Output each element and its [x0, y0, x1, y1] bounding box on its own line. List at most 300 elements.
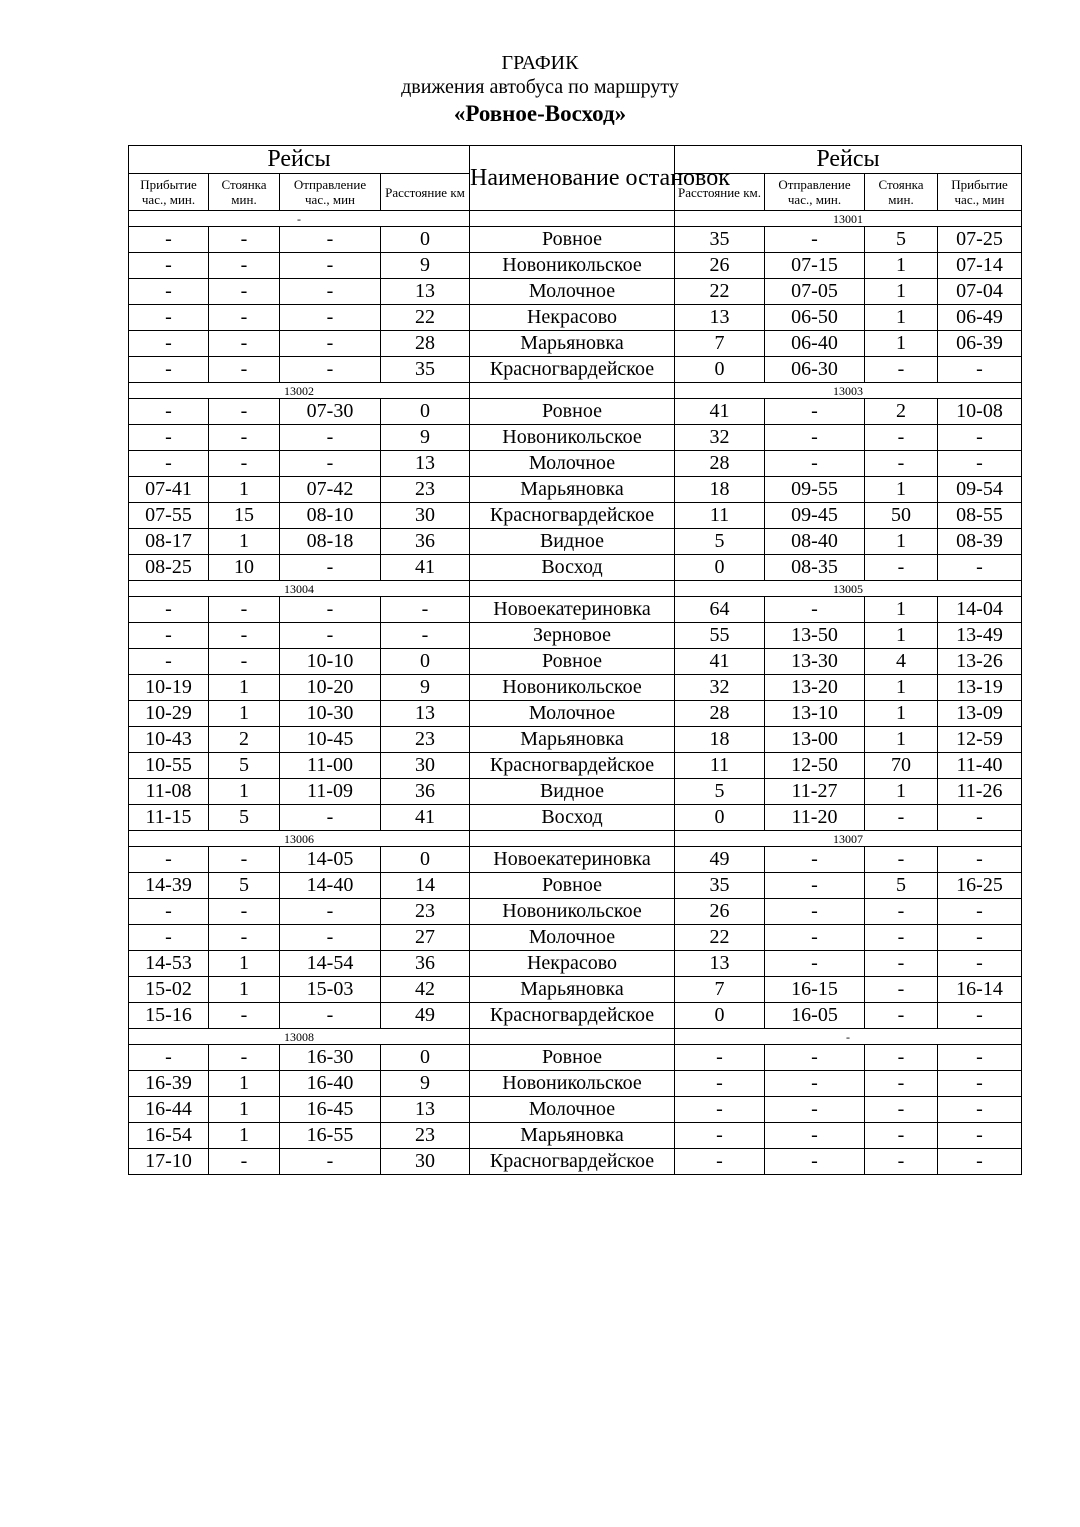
departure-left-cell: 10-10 — [280, 649, 381, 675]
distance-right-cell: - — [675, 1123, 765, 1149]
arrival-right-cell: - — [938, 1149, 1022, 1175]
stop-duration-left-cell: 1 — [209, 1097, 280, 1123]
left-trip-number: - — [129, 211, 470, 227]
stop-duration-right-cell: 1 — [865, 779, 938, 805]
stop-name-cell: Новоекатериновка — [470, 847, 675, 873]
stop-name-cell: Красногвардейское — [470, 1003, 675, 1029]
departure-right-cell: 11-27 — [765, 779, 865, 805]
distance-left-cell: 49 — [381, 1003, 470, 1029]
departure-right-cell: - — [765, 1071, 865, 1097]
arrival-right-cell: - — [938, 847, 1022, 873]
departure-left-cell: - — [280, 253, 381, 279]
departure-left-cell: 16-45 — [280, 1097, 381, 1123]
arrival-right-cell: - — [938, 1097, 1022, 1123]
distance-right-cell: 35 — [675, 227, 765, 253]
distance-left-cell: 22 — [381, 305, 470, 331]
distance-left-cell: 9 — [381, 425, 470, 451]
departure-right-cell: 09-45 — [765, 503, 865, 529]
table-row — [129, 873, 1022, 899]
departure-right-cell: - — [765, 227, 865, 253]
stop-name-cell: Красногвардейское — [470, 753, 675, 779]
departure-left-cell: 15-03 — [280, 977, 381, 1003]
distance-right-cell: 5 — [675, 529, 765, 555]
arrival-right-cell: 13-49 — [938, 623, 1022, 649]
departure-right-cell: 16-15 — [765, 977, 865, 1003]
stop-duration-left-cell: 1 — [209, 951, 280, 977]
distance-left-cell: 23 — [381, 1123, 470, 1149]
trip-number-spacer — [470, 383, 675, 399]
distance-right-cell: 18 — [675, 477, 765, 503]
stop-name-cell: Молочное — [470, 701, 675, 727]
departure-right-cell: - — [765, 951, 865, 977]
table-row — [129, 597, 1022, 623]
stop-duration-left-cell: - — [209, 1045, 280, 1071]
distance-left-cell: 36 — [381, 529, 470, 555]
distance-right-cell: 26 — [675, 899, 765, 925]
stop-duration-left-cell: 5 — [209, 753, 280, 779]
departure-right-cell: - — [765, 1097, 865, 1123]
table-row — [129, 279, 1022, 305]
stop-duration-right-cell: 1 — [865, 331, 938, 357]
departure-right-cell: - — [765, 399, 865, 425]
departure-right-cell: - — [765, 451, 865, 477]
departure-left-cell: 16-55 — [280, 1123, 381, 1149]
stop-duration-left-cell: - — [209, 425, 280, 451]
table-row — [129, 227, 1022, 253]
distance-right-cell: 5 — [675, 779, 765, 805]
arrival-left-cell: 15-16 — [129, 1003, 209, 1029]
arrival-left-cell: - — [129, 227, 209, 253]
stop-name-cell: Видное — [470, 529, 675, 555]
table-row — [129, 977, 1022, 1003]
departure-left-cell: - — [280, 425, 381, 451]
arrival-right-cell: - — [938, 1071, 1022, 1097]
stop-name-cell: Красногвардейское — [470, 1149, 675, 1175]
table-row — [129, 779, 1022, 805]
distance-right-cell: 11 — [675, 503, 765, 529]
table-row — [129, 477, 1022, 503]
arrival-right-cell: 12-59 — [938, 727, 1022, 753]
stop-duration-left-cell: 1 — [209, 977, 280, 1003]
departure-left-cell: - — [280, 331, 381, 357]
distance-left-cell: 42 — [381, 977, 470, 1003]
table-row — [129, 1045, 1022, 1071]
arrival-right-cell: - — [938, 555, 1022, 581]
distance-right-cell: 0 — [675, 805, 765, 831]
arrival-left-cell: - — [129, 451, 209, 477]
distance-right-cell: - — [675, 1071, 765, 1097]
arrival-right-cell: 14-04 — [938, 597, 1022, 623]
distance-right-cell: 55 — [675, 623, 765, 649]
distance-left-cell: 36 — [381, 951, 470, 977]
stop-duration-right-cell: - — [865, 847, 938, 873]
table-row — [129, 847, 1022, 873]
stop-duration-right-cell: - — [865, 1045, 938, 1071]
stop-duration-left-cell: - — [209, 253, 280, 279]
departure-right-cell: - — [765, 899, 865, 925]
stop-duration-left-cell: 1 — [209, 1071, 280, 1097]
departure-right-cell: - — [765, 847, 865, 873]
distance-left-cell: 30 — [381, 1149, 470, 1175]
table-row — [129, 305, 1022, 331]
arrival-right-cell: 10-08 — [938, 399, 1022, 425]
stop-name-cell: Новоникольское — [470, 425, 675, 451]
left-departure-header: Отправление час., мин — [280, 174, 381, 211]
stop-duration-left-cell: 1 — [209, 529, 280, 555]
stop-duration-right-cell: - — [865, 357, 938, 383]
departure-left-cell: - — [280, 925, 381, 951]
table-row — [129, 1097, 1022, 1123]
stop-duration-right-cell: 1 — [865, 477, 938, 503]
stop-name-cell: Некрасово — [470, 951, 675, 977]
departure-right-cell: 06-40 — [765, 331, 865, 357]
distance-right-cell: 18 — [675, 727, 765, 753]
stop-name-cell: Молочное — [470, 1097, 675, 1123]
arrival-left-cell: - — [129, 331, 209, 357]
stop-name-cell: Новоникольское — [470, 899, 675, 925]
stop-name-cell: Новоекатериновка — [470, 597, 675, 623]
distance-right-cell: 49 — [675, 847, 765, 873]
distance-right-cell: 32 — [675, 675, 765, 701]
stop-name-cell: Марьяновка — [470, 1123, 675, 1149]
arrival-right-cell: 16-14 — [938, 977, 1022, 1003]
table-row — [129, 503, 1022, 529]
distance-right-cell: 7 — [675, 331, 765, 357]
stop-duration-left-cell: - — [209, 847, 280, 873]
departure-right-cell: 07-15 — [765, 253, 865, 279]
table-row — [129, 1123, 1022, 1149]
distance-left-cell: 9 — [381, 253, 470, 279]
arrival-left-cell: 11-15 — [129, 805, 209, 831]
departure-right-cell: 08-40 — [765, 529, 865, 555]
stop-duration-left-cell: - — [209, 1149, 280, 1175]
distance-right-cell: 22 — [675, 279, 765, 305]
arrival-right-cell: 13-09 — [938, 701, 1022, 727]
stop-duration-left-cell: 1 — [209, 1123, 280, 1149]
distance-left-cell: 13 — [381, 701, 470, 727]
arrival-right-cell: - — [938, 925, 1022, 951]
left-distance-header: Расстояние км — [381, 174, 470, 211]
stop-duration-right-cell: 1 — [865, 253, 938, 279]
distance-right-cell: 28 — [675, 451, 765, 477]
stop-name-cell: Ровное — [470, 649, 675, 675]
departure-left-cell: 07-42 — [280, 477, 381, 503]
departure-right-cell: 06-30 — [765, 357, 865, 383]
stop-duration-right-cell: - — [865, 925, 938, 951]
trip-number-spacer — [470, 581, 675, 597]
distance-right-cell: - — [675, 1149, 765, 1175]
departure-left-cell: - — [280, 805, 381, 831]
distance-right-cell: 41 — [675, 399, 765, 425]
stop-duration-right-cell: - — [865, 805, 938, 831]
departure-left-cell: - — [280, 1149, 381, 1175]
distance-left-cell: 23 — [381, 477, 470, 503]
stop-duration-right-cell: 1 — [865, 305, 938, 331]
stop-duration-right-cell: - — [865, 1071, 938, 1097]
departure-left-cell: - — [280, 899, 381, 925]
arrival-left-cell: - — [129, 399, 209, 425]
arrival-left-cell: 17-10 — [129, 1149, 209, 1175]
arrival-right-cell: 07-25 — [938, 227, 1022, 253]
stop-duration-left-cell: - — [209, 357, 280, 383]
departure-left-cell: 08-10 — [280, 503, 381, 529]
stop-name-cell: Молочное — [470, 279, 675, 305]
distance-right-cell: 0 — [675, 1003, 765, 1029]
arrival-left-cell: 16-54 — [129, 1123, 209, 1149]
arrival-right-cell: - — [938, 1003, 1022, 1029]
stop-name-cell: Новоникольское — [470, 253, 675, 279]
arrival-right-cell: 13-26 — [938, 649, 1022, 675]
departure-left-cell: - — [280, 279, 381, 305]
departure-right-cell: 12-50 — [765, 753, 865, 779]
distance-left-cell: 28 — [381, 331, 470, 357]
stop-duration-left-cell: 15 — [209, 503, 280, 529]
distance-left-cell: 0 — [381, 1045, 470, 1071]
table-row — [129, 649, 1022, 675]
departure-right-cell: 13-00 — [765, 727, 865, 753]
stop-duration-right-cell: 50 — [865, 503, 938, 529]
stop-duration-left-cell: - — [209, 925, 280, 951]
departure-left-cell: 08-18 — [280, 529, 381, 555]
arrival-right-cell: - — [938, 899, 1022, 925]
arrival-right-cell: - — [938, 1123, 1022, 1149]
stop-duration-left-cell: - — [209, 597, 280, 623]
stop-duration-left-cell: - — [209, 331, 280, 357]
stop-name-cell: Марьяновка — [470, 477, 675, 503]
table-row — [129, 1071, 1022, 1097]
arrival-left-cell: 16-39 — [129, 1071, 209, 1097]
right-departure-header: Отправление час., мин. — [765, 174, 865, 211]
departure-left-cell: - — [280, 555, 381, 581]
stop-name-cell: Ровное — [470, 227, 675, 253]
table-row — [129, 425, 1022, 451]
distance-left-cell: 30 — [381, 503, 470, 529]
table-row — [129, 529, 1022, 555]
stop-duration-right-cell: 1 — [865, 279, 938, 305]
trip-number-row — [129, 581, 1022, 597]
stop-duration-right-cell: - — [865, 1097, 938, 1123]
stop-name-cell: Молочное — [470, 451, 675, 477]
stop-duration-left-cell: - — [209, 279, 280, 305]
departure-right-cell: - — [765, 1045, 865, 1071]
distance-left-cell: 23 — [381, 899, 470, 925]
distance-right-cell: 32 — [675, 425, 765, 451]
table-row — [129, 357, 1022, 383]
arrival-right-cell: - — [938, 805, 1022, 831]
table-row — [129, 753, 1022, 779]
arrival-left-cell: - — [129, 623, 209, 649]
departure-left-cell: - — [280, 597, 381, 623]
departure-right-cell: 07-05 — [765, 279, 865, 305]
stop-duration-left-cell: - — [209, 399, 280, 425]
arrival-right-cell: 16-25 — [938, 873, 1022, 899]
right-trip-number: 13001 — [675, 211, 1022, 227]
distance-left-cell: 27 — [381, 925, 470, 951]
stop-duration-left-cell: - — [209, 227, 280, 253]
departure-left-cell: 14-54 — [280, 951, 381, 977]
table-row — [129, 253, 1022, 279]
departure-right-cell: - — [765, 597, 865, 623]
trip-number-spacer — [470, 1029, 675, 1045]
distance-right-cell: 13 — [675, 951, 765, 977]
stop-duration-right-cell: 4 — [865, 649, 938, 675]
departure-right-cell: 13-10 — [765, 701, 865, 727]
distance-right-cell: 13 — [675, 305, 765, 331]
distance-left-cell: 13 — [381, 451, 470, 477]
table-row — [129, 727, 1022, 753]
arrival-right-cell: 11-40 — [938, 753, 1022, 779]
arrival-left-cell: - — [129, 425, 209, 451]
arrival-left-cell: - — [129, 279, 209, 305]
right-trip-number: 13005 — [675, 581, 1022, 597]
stop-name-cell: Новоникольское — [470, 675, 675, 701]
right-stop-duration-header: Стоянка мин. — [865, 174, 938, 211]
departure-right-cell: 11-20 — [765, 805, 865, 831]
departure-left-cell: 16-30 — [280, 1045, 381, 1071]
departure-left-cell: 14-40 — [280, 873, 381, 899]
table-row — [129, 623, 1022, 649]
distance-left-cell: 0 — [381, 227, 470, 253]
departure-left-cell: - — [280, 451, 381, 477]
distance-right-cell: 41 — [675, 649, 765, 675]
distance-left-cell: 0 — [381, 847, 470, 873]
departure-left-cell: - — [280, 1003, 381, 1029]
distance-left-cell: 0 — [381, 399, 470, 425]
stop-name-cell: Некрасово — [470, 305, 675, 331]
stop-duration-left-cell: 1 — [209, 701, 280, 727]
right-trip-number: 13003 — [675, 383, 1022, 399]
arrival-left-cell: - — [129, 597, 209, 623]
arrival-left-cell: 07-41 — [129, 477, 209, 503]
table-row — [129, 1149, 1022, 1175]
stop-duration-left-cell: 1 — [209, 675, 280, 701]
table-row — [129, 951, 1022, 977]
distance-left-cell: - — [381, 597, 470, 623]
stop-duration-left-cell: 10 — [209, 555, 280, 581]
document-subtitle: движения автобуса по маршруту — [401, 76, 679, 98]
right-trip-number: - — [675, 1029, 1022, 1045]
schedule-table — [128, 145, 1022, 1175]
left-trips-header: Рейсы — [129, 146, 470, 174]
stop-duration-right-cell: - — [865, 977, 938, 1003]
stop-duration-right-cell: - — [865, 425, 938, 451]
departure-left-cell: 10-45 — [280, 727, 381, 753]
arrival-right-cell: - — [938, 951, 1022, 977]
arrival-left-cell: - — [129, 847, 209, 873]
left-trip-number: 13004 — [129, 581, 470, 597]
stop-duration-right-cell: - — [865, 1149, 938, 1175]
left-trip-number: 13002 — [129, 383, 470, 399]
stop-name-cell: Зерновое — [470, 623, 675, 649]
departure-left-cell: 07-30 — [280, 399, 381, 425]
arrival-right-cell: 09-54 — [938, 477, 1022, 503]
arrival-left-cell: 11-08 — [129, 779, 209, 805]
stop-name-cell: Восход — [470, 805, 675, 831]
table-row — [129, 555, 1022, 581]
trip-number-row — [129, 1029, 1022, 1045]
stop-duration-right-cell: - — [865, 1123, 938, 1149]
arrival-right-cell: - — [938, 357, 1022, 383]
arrival-right-cell: 13-19 — [938, 675, 1022, 701]
stop-duration-left-cell: - — [209, 899, 280, 925]
distance-right-cell: 35 — [675, 873, 765, 899]
stop-name-cell: Красногвардейское — [470, 357, 675, 383]
stop-duration-left-cell: 2 — [209, 727, 280, 753]
document-title: ГРАФИК — [501, 52, 579, 74]
distance-right-cell: 7 — [675, 977, 765, 1003]
distance-left-cell: 13 — [381, 279, 470, 305]
distance-left-cell: 41 — [381, 805, 470, 831]
stop-name-cell: Восход — [470, 555, 675, 581]
arrival-left-cell: - — [129, 1045, 209, 1071]
stop-duration-left-cell: 5 — [209, 805, 280, 831]
arrival-right-cell: 07-04 — [938, 279, 1022, 305]
stop-duration-right-cell: - — [865, 951, 938, 977]
distance-right-cell: 28 — [675, 701, 765, 727]
table-row — [129, 701, 1022, 727]
arrival-right-cell: 08-39 — [938, 529, 1022, 555]
arrival-right-cell: - — [938, 425, 1022, 451]
departure-left-cell: 11-09 — [280, 779, 381, 805]
departure-right-cell: - — [765, 1123, 865, 1149]
stop-duration-right-cell: 5 — [865, 227, 938, 253]
departure-right-cell: 09-55 — [765, 477, 865, 503]
arrival-left-cell: - — [129, 649, 209, 675]
departure-right-cell: - — [765, 1149, 865, 1175]
arrival-left-cell: 10-43 — [129, 727, 209, 753]
stop-duration-right-cell: 1 — [865, 529, 938, 555]
departure-left-cell: - — [280, 357, 381, 383]
arrival-right-cell: 06-49 — [938, 305, 1022, 331]
departure-right-cell: 06-50 — [765, 305, 865, 331]
stop-duration-left-cell: 5 — [209, 873, 280, 899]
distance-right-cell: 0 — [675, 357, 765, 383]
distance-left-cell: 35 — [381, 357, 470, 383]
stop-duration-right-cell: - — [865, 555, 938, 581]
stop-name-cell: Молочное — [470, 925, 675, 951]
stop-name-cell: Ровное — [470, 873, 675, 899]
departure-right-cell: 13-30 — [765, 649, 865, 675]
departure-right-cell: - — [765, 425, 865, 451]
stop-name-cell: Ровное — [470, 1045, 675, 1071]
arrival-left-cell: 14-39 — [129, 873, 209, 899]
distance-left-cell: 13 — [381, 1097, 470, 1123]
stop-duration-right-cell: 1 — [865, 597, 938, 623]
stop-duration-right-cell: 1 — [865, 701, 938, 727]
departure-left-cell: - — [280, 305, 381, 331]
distance-right-cell: - — [675, 1045, 765, 1071]
arrival-left-cell: - — [129, 357, 209, 383]
distance-left-cell: 30 — [381, 753, 470, 779]
arrival-left-cell: 07-55 — [129, 503, 209, 529]
distance-left-cell: 23 — [381, 727, 470, 753]
arrival-left-cell: 15-02 — [129, 977, 209, 1003]
table-row — [129, 331, 1022, 357]
departure-left-cell: 16-40 — [280, 1071, 381, 1097]
distance-right-cell: 11 — [675, 753, 765, 779]
distance-right-cell: 64 — [675, 597, 765, 623]
distance-left-cell: 14 — [381, 873, 470, 899]
stop-duration-right-cell: 1 — [865, 675, 938, 701]
distance-left-cell: 41 — [381, 555, 470, 581]
right-trip-number: 13007 — [675, 831, 1022, 847]
departure-right-cell: 13-50 — [765, 623, 865, 649]
stop-name-cell: Новоникольское — [470, 1071, 675, 1097]
stop-name-cell: Марьяновка — [470, 331, 675, 357]
stop-name-cell: Марьяновка — [470, 727, 675, 753]
arrival-left-cell: 10-19 — [129, 675, 209, 701]
departure-right-cell: 16-05 — [765, 1003, 865, 1029]
